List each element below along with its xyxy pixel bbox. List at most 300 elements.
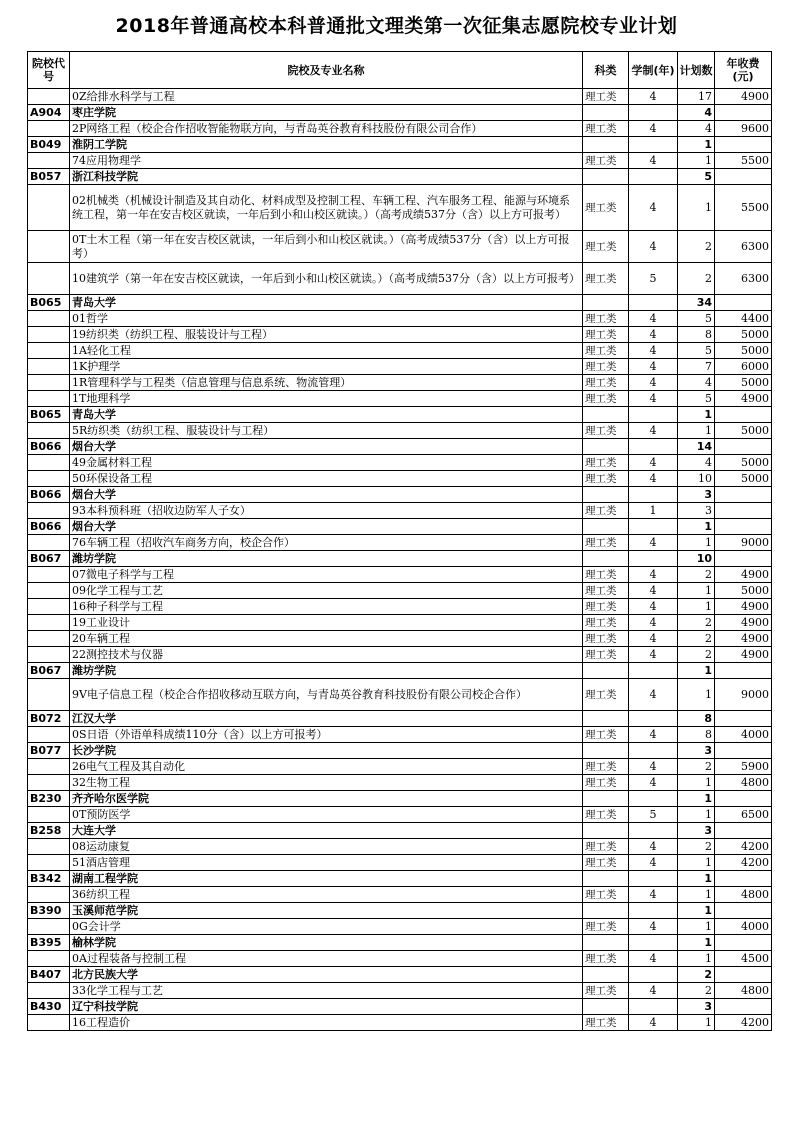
code-cell (28, 121, 70, 137)
school-row (28, 439, 772, 455)
code-cell (28, 89, 70, 105)
code-cell (28, 455, 70, 471)
major-row (28, 327, 772, 343)
school-row (28, 407, 772, 423)
years-cell: 4 (629, 855, 678, 871)
school-row (28, 903, 772, 919)
code-cell: B065 (28, 407, 70, 423)
name-cell: 50环保设备工程 (70, 471, 583, 487)
years-cell: 4 (629, 89, 678, 105)
school-row (28, 871, 772, 887)
category-cell: 理工类 (583, 153, 629, 169)
years-cell: 4 (629, 647, 678, 663)
major-row (28, 503, 772, 519)
major-row (28, 567, 772, 583)
major-row (28, 231, 772, 263)
years-cell (629, 551, 678, 567)
name-cell: 1K护理学 (70, 359, 583, 375)
name-cell: 16工程造价 (70, 1015, 583, 1031)
category-cell: 理工类 (583, 647, 629, 663)
years-cell: 4 (629, 727, 678, 743)
name-cell: 93本科预科班（招收边防军人子女） (70, 503, 583, 519)
code-cell (28, 567, 70, 583)
years-cell (629, 823, 678, 839)
school-row (28, 295, 772, 311)
category-cell (583, 137, 629, 153)
name-cell: 枣庄学院 (70, 105, 583, 121)
name-cell: 辽宁科技学院 (70, 999, 583, 1015)
years-cell (629, 935, 678, 951)
major-row (28, 679, 772, 711)
table-header-row (28, 52, 772, 89)
years-cell (629, 105, 678, 121)
plan-cell: 1 (678, 951, 715, 967)
years-cell: 4 (629, 887, 678, 903)
fee-cell: 4900 (715, 567, 772, 583)
fee-cell: 9600 (715, 121, 772, 137)
code-cell (28, 1015, 70, 1031)
years-cell (629, 663, 678, 679)
plan-cell: 14 (678, 439, 715, 455)
years-cell (629, 791, 678, 807)
plan-cell: 1 (678, 137, 715, 153)
fee-cell: 5000 (715, 583, 772, 599)
category-cell: 理工类 (583, 231, 629, 263)
fee-cell: 5000 (715, 423, 772, 439)
code-cell: B057 (28, 169, 70, 185)
name-cell: 1A轻化工程 (70, 343, 583, 359)
code-cell: A904 (28, 105, 70, 121)
years-cell: 4 (629, 631, 678, 647)
years-cell: 5 (629, 263, 678, 295)
years-cell: 4 (629, 343, 678, 359)
code-cell (28, 583, 70, 599)
years-cell: 4 (629, 185, 678, 231)
plan-cell: 10 (678, 471, 715, 487)
header-fee: 年收费(元) (715, 52, 772, 89)
major-row (28, 807, 772, 823)
fee-cell: 4500 (715, 951, 772, 967)
years-cell (629, 871, 678, 887)
name-cell: 烟台大学 (70, 487, 583, 503)
fee-cell: 9000 (715, 679, 772, 711)
fee-cell (715, 295, 772, 311)
code-cell: B390 (28, 903, 70, 919)
major-row (28, 759, 772, 775)
header-name: 院校及专业名称 (70, 52, 583, 89)
fee-cell: 6000 (715, 359, 772, 375)
table-body (28, 89, 772, 1031)
school-row (28, 487, 772, 503)
category-cell: 理工类 (583, 343, 629, 359)
years-cell: 4 (629, 359, 678, 375)
fee-cell: 5000 (715, 471, 772, 487)
category-cell (583, 903, 629, 919)
plan-cell: 1 (678, 663, 715, 679)
code-cell (28, 311, 70, 327)
page-title: 2018年普通高校本科普通批文理类第一次征集志愿院校专业计划 (115, 15, 678, 37)
category-cell: 理工类 (583, 839, 629, 855)
years-cell: 1 (629, 503, 678, 519)
category-cell: 理工类 (583, 503, 629, 519)
code-cell (28, 343, 70, 359)
category-cell: 理工类 (583, 679, 629, 711)
fee-cell (715, 503, 772, 519)
school-row (28, 967, 772, 983)
major-row (28, 631, 772, 647)
category-cell: 理工类 (583, 887, 629, 903)
plan-cell: 34 (678, 295, 715, 311)
years-cell: 4 (629, 231, 678, 263)
fee-cell: 4800 (715, 775, 772, 791)
category-cell: 理工类 (583, 391, 629, 407)
major-row (28, 311, 772, 327)
plan-cell: 1 (678, 807, 715, 823)
code-cell (28, 503, 70, 519)
header-years: 学制(年) (629, 52, 678, 89)
category-cell (583, 169, 629, 185)
category-cell: 理工类 (583, 631, 629, 647)
plan-cell: 2 (678, 231, 715, 263)
plan-cell: 1 (678, 407, 715, 423)
years-cell: 4 (629, 983, 678, 999)
category-cell (583, 935, 629, 951)
code-cell (28, 375, 70, 391)
school-row (28, 791, 772, 807)
name-cell: 01哲学 (70, 311, 583, 327)
major-row (28, 263, 772, 295)
code-cell: B066 (28, 487, 70, 503)
code-cell (28, 231, 70, 263)
years-cell: 5 (629, 807, 678, 823)
years-cell: 4 (629, 423, 678, 439)
years-cell: 4 (629, 567, 678, 583)
fee-cell: 4900 (715, 631, 772, 647)
fee-cell: 6300 (715, 263, 772, 295)
years-cell: 4 (629, 759, 678, 775)
name-cell: 江汉大学 (70, 711, 583, 727)
years-cell: 4 (629, 121, 678, 137)
school-row (28, 663, 772, 679)
years-cell (629, 439, 678, 455)
fee-cell (715, 551, 772, 567)
category-cell: 理工类 (583, 807, 629, 823)
years-cell: 4 (629, 583, 678, 599)
fee-cell: 4200 (715, 855, 772, 871)
major-row (28, 839, 772, 855)
category-cell: 理工类 (583, 359, 629, 375)
major-row (28, 535, 772, 551)
years-cell (629, 967, 678, 983)
name-cell: 浙江科技学院 (70, 169, 583, 185)
category-cell: 理工类 (583, 983, 629, 999)
name-cell: 9V电子信息工程（校企合作招收移动互联方向，与青岛英谷教育科技股份有限公司校企合作） (70, 679, 583, 711)
code-cell: B066 (28, 519, 70, 535)
name-cell: 齐齐哈尔医学院 (70, 791, 583, 807)
plan-cell: 4 (678, 105, 715, 121)
code-cell (28, 679, 70, 711)
major-row (28, 727, 772, 743)
major-row (28, 599, 772, 615)
major-row (28, 919, 772, 935)
category-cell: 理工类 (583, 327, 629, 343)
years-cell: 4 (629, 951, 678, 967)
plan-cell: 1 (678, 519, 715, 535)
school-row (28, 711, 772, 727)
category-cell: 理工类 (583, 615, 629, 631)
code-cell (28, 631, 70, 647)
name-cell: 08运动康复 (70, 839, 583, 855)
fee-cell (715, 967, 772, 983)
fee-cell: 5500 (715, 153, 772, 169)
major-row (28, 471, 772, 487)
plan-cell: 1 (678, 679, 715, 711)
major-row (28, 1015, 772, 1031)
name-cell: 0T预防医学 (70, 807, 583, 823)
years-cell: 4 (629, 455, 678, 471)
name-cell: 长沙学院 (70, 743, 583, 759)
plan-cell: 2 (678, 567, 715, 583)
years-cell: 4 (629, 1015, 678, 1031)
category-cell (583, 519, 629, 535)
code-cell (28, 855, 70, 871)
name-cell: 0S日语（外语单科成绩110分（含）以上方可报考） (70, 727, 583, 743)
plan-cell: 3 (678, 743, 715, 759)
fee-cell: 5000 (715, 343, 772, 359)
years-cell (629, 519, 678, 535)
fee-cell: 4900 (715, 615, 772, 631)
code-cell (28, 983, 70, 999)
fee-cell (715, 663, 772, 679)
name-cell: 烟台大学 (70, 439, 583, 455)
plan-cell: 5 (678, 343, 715, 359)
code-cell (28, 887, 70, 903)
category-cell: 理工类 (583, 535, 629, 551)
header-plan: 计划数 (678, 52, 715, 89)
fee-cell (715, 743, 772, 759)
plan-cell: 8 (678, 711, 715, 727)
fee-cell (715, 519, 772, 535)
name-cell: 潍坊学院 (70, 551, 583, 567)
category-cell (583, 295, 629, 311)
fee-cell (715, 487, 772, 503)
name-cell: 湖南工程学院 (70, 871, 583, 887)
fee-cell: 9000 (715, 535, 772, 551)
plan-cell: 1 (678, 583, 715, 599)
fee-cell: 4900 (715, 391, 772, 407)
name-cell: 10建筑学（第一年在安吉校区就读，一年后到小和山校区就读。）（高考成绩537分（含）以上方可报考） (70, 263, 583, 295)
fee-cell: 6500 (715, 807, 772, 823)
plan-cell: 1 (678, 1015, 715, 1031)
code-cell (28, 185, 70, 231)
plan-cell: 1 (678, 535, 715, 551)
fee-cell: 4000 (715, 919, 772, 935)
fee-cell: 5000 (715, 375, 772, 391)
name-cell: 26电气工程及其自动化 (70, 759, 583, 775)
plan-cell: 1 (678, 599, 715, 615)
code-cell (28, 423, 70, 439)
major-row (28, 887, 772, 903)
major-row (28, 121, 772, 137)
code-cell: B230 (28, 791, 70, 807)
fee-cell (715, 903, 772, 919)
major-row (28, 89, 772, 105)
category-cell: 理工类 (583, 263, 629, 295)
plan-cell: 3 (678, 487, 715, 503)
code-cell (28, 951, 70, 967)
code-cell (28, 807, 70, 823)
code-cell (28, 599, 70, 615)
fee-cell: 5000 (715, 455, 772, 471)
category-cell: 理工类 (583, 951, 629, 967)
fee-cell: 4000 (715, 727, 772, 743)
fee-cell (715, 105, 772, 121)
fee-cell (715, 999, 772, 1015)
fee-cell (715, 137, 772, 153)
years-cell: 4 (629, 311, 678, 327)
code-cell (28, 471, 70, 487)
plan-cell: 1 (678, 775, 715, 791)
header-category: 科类 (583, 52, 629, 89)
years-cell (629, 711, 678, 727)
major-row (28, 391, 772, 407)
years-cell (629, 295, 678, 311)
school-row (28, 137, 772, 153)
name-cell: 0A过程装备与控制工程 (70, 951, 583, 967)
category-cell (583, 871, 629, 887)
fee-cell (715, 407, 772, 423)
code-cell: B077 (28, 743, 70, 759)
fee-cell: 4400 (715, 311, 772, 327)
plan-cell: 2 (678, 967, 715, 983)
school-row (28, 823, 772, 839)
fee-cell: 4900 (715, 647, 772, 663)
code-cell: B065 (28, 295, 70, 311)
plan-cell: 2 (678, 631, 715, 647)
plan-cell: 3 (678, 503, 715, 519)
plan-cell: 4 (678, 375, 715, 391)
code-cell (28, 535, 70, 551)
category-cell (583, 487, 629, 503)
name-cell: 2P网络工程（校企合作招收智能物联方向，与青岛英谷教育科技股份有限公司合作） (70, 121, 583, 137)
category-cell: 理工类 (583, 599, 629, 615)
category-cell (583, 439, 629, 455)
years-cell (629, 487, 678, 503)
name-cell: 烟台大学 (70, 519, 583, 535)
school-row (28, 999, 772, 1015)
major-row (28, 855, 772, 871)
fee-cell: 4200 (715, 839, 772, 855)
fee-cell (715, 791, 772, 807)
plan-cell: 2 (678, 263, 715, 295)
name-cell: 19纺织类（纺织工程、服装设计与工程） (70, 327, 583, 343)
fee-cell (715, 935, 772, 951)
major-row (28, 647, 772, 663)
school-row (28, 169, 772, 185)
plan-cell: 1 (678, 423, 715, 439)
plan-cell: 10 (678, 551, 715, 567)
school-row (28, 519, 772, 535)
fee-cell: 5000 (715, 327, 772, 343)
name-cell: 51酒店管理 (70, 855, 583, 871)
name-cell: 36纺织工程 (70, 887, 583, 903)
category-cell (583, 823, 629, 839)
fee-cell (715, 711, 772, 727)
plan-cell: 1 (678, 855, 715, 871)
code-cell: B067 (28, 663, 70, 679)
fee-cell: 4200 (715, 1015, 772, 1031)
name-cell: 青岛大学 (70, 407, 583, 423)
category-cell: 理工类 (583, 121, 629, 137)
major-row (28, 983, 772, 999)
plan-cell: 2 (678, 647, 715, 663)
code-cell (28, 359, 70, 375)
name-cell: 潍坊学院 (70, 663, 583, 679)
category-cell: 理工类 (583, 185, 629, 231)
years-cell: 4 (629, 679, 678, 711)
plan-cell: 1 (678, 887, 715, 903)
major-row (28, 343, 772, 359)
category-cell (583, 999, 629, 1015)
years-cell (629, 169, 678, 185)
code-cell: B066 (28, 439, 70, 455)
fee-cell: 5900 (715, 759, 772, 775)
plan-cell: 8 (678, 727, 715, 743)
name-cell: 5R纺织类（纺织工程、服装设计与工程） (70, 423, 583, 439)
name-cell: 1T地理科学 (70, 391, 583, 407)
category-cell: 理工类 (583, 471, 629, 487)
category-cell: 理工类 (583, 919, 629, 935)
fee-cell: 6300 (715, 231, 772, 263)
category-cell: 理工类 (583, 855, 629, 871)
code-cell (28, 263, 70, 295)
major-row (28, 153, 772, 169)
code-cell: B407 (28, 967, 70, 983)
plan-cell: 3 (678, 999, 715, 1015)
category-cell: 理工类 (583, 1015, 629, 1031)
fee-cell: 4800 (715, 983, 772, 999)
plan-cell: 4 (678, 121, 715, 137)
code-cell: B395 (28, 935, 70, 951)
years-cell: 4 (629, 615, 678, 631)
code-cell (28, 327, 70, 343)
category-cell: 理工类 (583, 759, 629, 775)
major-row (28, 359, 772, 375)
years-cell (629, 137, 678, 153)
name-cell: 20车辆工程 (70, 631, 583, 647)
code-cell (28, 647, 70, 663)
code-cell: B430 (28, 999, 70, 1015)
fee-cell (715, 823, 772, 839)
fee-cell (715, 439, 772, 455)
code-cell: B258 (28, 823, 70, 839)
fee-cell (715, 169, 772, 185)
plan-cell: 17 (678, 89, 715, 105)
name-cell: 09化学工程与工艺 (70, 583, 583, 599)
category-cell: 理工类 (583, 727, 629, 743)
plan-cell: 1 (678, 871, 715, 887)
years-cell: 4 (629, 919, 678, 935)
category-cell (583, 105, 629, 121)
fee-cell (715, 871, 772, 887)
plan-cell: 3 (678, 823, 715, 839)
category-cell: 理工类 (583, 583, 629, 599)
years-cell (629, 903, 678, 919)
category-cell: 理工类 (583, 455, 629, 471)
plan-cell: 5 (678, 391, 715, 407)
name-cell: 07微电子科学与工程 (70, 567, 583, 583)
years-cell: 4 (629, 599, 678, 615)
